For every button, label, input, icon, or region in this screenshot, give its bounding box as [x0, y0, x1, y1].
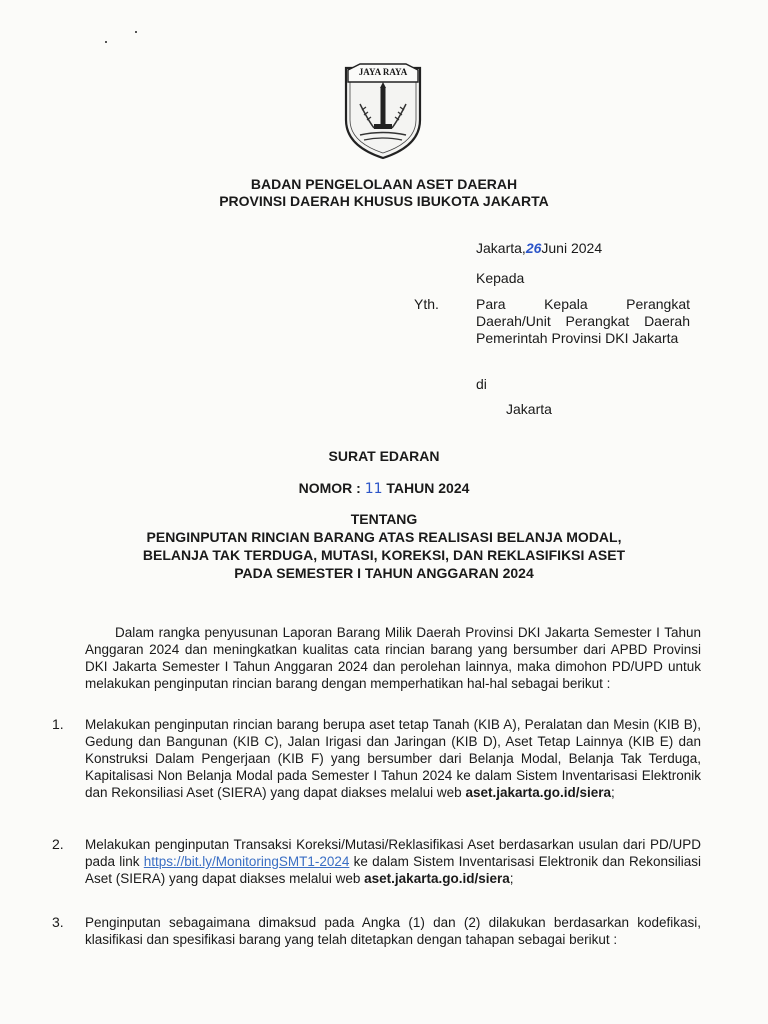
tentang-label: TENTANG	[350, 511, 418, 527]
destination-place: Jakarta	[506, 401, 552, 417]
item-number-1: 1.	[52, 716, 64, 732]
subject-line-2: BELANJA TAK TERDUGA, MUTASI, KOREKSI, DAN REKLASIFIKSI ASET	[142, 547, 626, 563]
document-number	[0, 480, 768, 498]
item-number-3: 3.	[52, 914, 64, 930]
monitoring-link[interactable]: https://bit.ly/MonitoringSMT1-2024	[143, 854, 350, 869]
kepada-label: Kepada	[476, 270, 525, 286]
item-2-text-before: Melakukan penginputan Transaksi Koreksi/Mutasi/Reklasifikasi Aset berdasarkan usulan dari PD/UPD pada link	[85, 837, 701, 869]
list-item-3: Penginputan sebagaimana dimaksud pada Angka (1) dan (2) dilakukan berdasarkan kodefikasi, klasifikasi dan spesifikasi barang yang telah ditetapkan dengan tahapan sebagai berikut :	[85, 915, 701, 947]
date-day-handwritten: 26	[525, 240, 542, 256]
agency-name-line1: BADAN PENGELOLAAN ASET DAERAH	[250, 176, 518, 192]
nomor-label: NOMOR :	[298, 480, 361, 496]
nomor-handwritten: 11	[364, 481, 383, 497]
item-2-text-after: ke dalam Sistem Inventarisasi Elektronik dan Rekonsiliasi Aset (SIERA) yang dapat diakses melalui web	[85, 854, 701, 886]
letter-date	[476, 240, 602, 257]
nomor-tahun: TAHUN 2024	[386, 480, 470, 496]
subject-line-1: PENGINPUTAN RINCIAN BARANG ATAS REALISASI BELANJA MODAL,	[146, 529, 622, 545]
siera-web-address[interactable]: aset.jakarta.go.id/siera	[364, 871, 510, 886]
scan-speck	[105, 41, 107, 43]
list-item-2: Melakukan penginputan Transaksi Koreksi/Mutasi/Reklasifikasi Aset berdasarkan usulan dari PD/UPD pada link https://bit.ly/MonitoringSMT1-2024 ke dalam Sistem Inventarisasi Elektronik dan Rekonsiliasi Aset (SIERA) yang dapat diakses melalui web aset.jakarta.go.id/siera;	[85, 837, 701, 886]
date-city: Jakarta,	[476, 240, 526, 256]
date-month-year: Juni 2024	[541, 240, 603, 256]
list-item-1: Melakukan penginputan rincian barang berupa aset tetap Tanah (KIB A), Peralatan dan Mesin (KIB B), Gedung dan Bangunan (KIB C), Jalan Irigasi dan Jaringan (KIB D), Aset Tetap Lainnya (KIB E) dan Konstruksi Dalam Pengerjaan (KIB F) yang bersumber dari Belanja Modal, Belanja Tak Terduga, Kapitalisasi Non Belanja Modal pada Semester I Tahun 2024 ke dalam Sistem Inventarisasi Elektronik dan Rekonsiliasi Aset (SIERA) yang dapat diakses melalui web aset.jakarta.go.id/siera;	[85, 717, 701, 800]
document-type-title: SURAT EDARAN	[328, 448, 440, 464]
agency-name-line2: PROVINSI DAERAH KHUSUS IBUKOTA JAKARTA	[219, 193, 549, 209]
siera-web-address[interactable]: aset.jakarta.go.id/siera	[465, 785, 612, 800]
logo-banner-text: JAYA RAYA	[358, 67, 408, 77]
item-1-text: Melakukan penginputan rincian barang berupa aset tetap Tanah (KIB A), Peralatan dan Mesin (KIB B), Gedung dan Bangunan (KIB C), Jalan Irigasi dan Jaringan (KIB D), Aset Tetap Lainnya (KIB E) dan Konstruksi Dalam Pengerjaan (KIB F) yang bersumber dari Belanja Modal, Belanja Tak Terduga, Kapitalisasi Non Belanja Modal pada Semester I Tahun 2024 ke dalam Sistem Inventarisasi Elektronik dan Rekonsiliasi Aset (SIERA) yang dapat diakses melalui web	[85, 717, 701, 800]
scan-speck	[135, 31, 137, 33]
recipient-block: Para Kepala Perangkat Daerah/Unit Perangkat Daerah Pemerintah Provinsi DKI Jakarta	[476, 296, 690, 346]
jakarta-emblem-logo	[338, 60, 428, 160]
item-number-2: 2.	[52, 836, 64, 852]
intro-paragraph: Dalam rangka penyusunan Laporan Barang Milik Daerah Provinsi DKI Jakarta Semester I Tahun Anggaran 2024 dan meningkatkan kualitas cata rincian barang yang bersumber dari APBD Provinsi DKI Jakarta Semester I Tahun Anggaran 2024 dan perolehan lainnya, maka dimohon PD/UPD untuk melakukan penginputan rincian barang dengan memperhatikan hal-hal sebagai berikut :	[85, 625, 701, 691]
yth-label: Yth.	[414, 296, 439, 312]
di-label: di	[476, 376, 487, 392]
subject-line-3: PADA SEMESTER I TAHUN ANGGARAN 2024	[234, 565, 534, 581]
